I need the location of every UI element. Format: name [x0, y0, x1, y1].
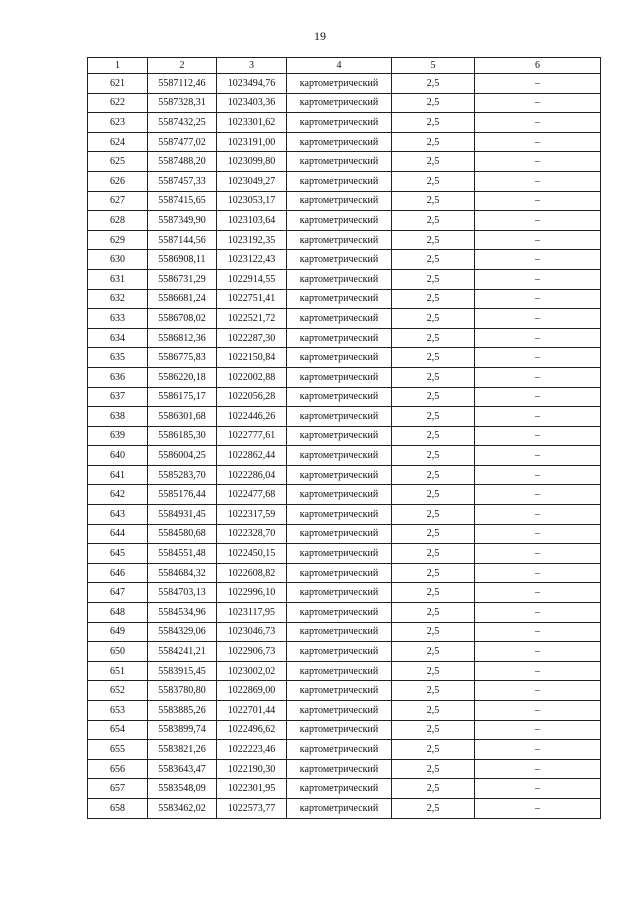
y-coordinate-cell: 1023049,27	[217, 171, 287, 191]
method-cell: картометрический	[287, 465, 392, 485]
table-row	[88, 269, 601, 289]
method-cell: картометрический	[287, 426, 392, 446]
method-cell: картометрический	[287, 759, 392, 779]
accuracy-cell: 2,5	[392, 661, 475, 681]
x-coordinate-cell: 5586775,83	[148, 348, 217, 368]
accuracy-cell: 2,5	[392, 583, 475, 603]
y-coordinate-cell: 1022996,10	[217, 583, 287, 603]
note-cell: –	[475, 211, 601, 231]
accuracy-cell: 2,5	[392, 407, 475, 427]
method-cell: картометрический	[287, 701, 392, 721]
method-cell: картометрический	[287, 191, 392, 211]
y-coordinate-cell: 1023192,35	[217, 230, 287, 250]
table-row	[88, 191, 601, 211]
table-row	[88, 309, 601, 329]
accuracy-cell: 2,5	[392, 622, 475, 642]
note-cell: –	[475, 798, 601, 818]
page-number: 19	[314, 29, 326, 43]
column-header: 6	[475, 58, 601, 74]
point-number-cell: 657	[88, 779, 148, 799]
x-coordinate-cell: 5587328,31	[148, 93, 217, 113]
accuracy-cell: 2,5	[392, 289, 475, 309]
method-cell: картометрический	[287, 211, 392, 231]
accuracy-cell: 2,5	[392, 740, 475, 760]
table-row	[88, 798, 601, 818]
point-number-cell: 637	[88, 387, 148, 407]
x-coordinate-cell: 5583643,47	[148, 759, 217, 779]
x-coordinate-cell: 5583821,26	[148, 740, 217, 760]
method-cell: картометрический	[287, 524, 392, 544]
y-coordinate-cell: 1022608,82	[217, 563, 287, 583]
table-row	[88, 387, 601, 407]
x-coordinate-cell: 5586708,02	[148, 309, 217, 329]
note-cell: –	[475, 74, 601, 94]
accuracy-cell: 2,5	[392, 642, 475, 662]
table-row	[88, 171, 601, 191]
y-coordinate-cell: 1022317,59	[217, 505, 287, 525]
x-coordinate-cell: 5586908,11	[148, 250, 217, 270]
accuracy-cell: 2,5	[392, 544, 475, 564]
y-coordinate-cell: 1022150,84	[217, 348, 287, 368]
point-number-cell: 636	[88, 367, 148, 387]
note-cell: –	[475, 426, 601, 446]
y-coordinate-cell: 1023117,95	[217, 603, 287, 623]
accuracy-cell: 2,5	[392, 348, 475, 368]
method-cell: картометрический	[287, 113, 392, 133]
table-row	[88, 328, 601, 348]
y-coordinate-cell: 1022328,70	[217, 524, 287, 544]
accuracy-cell: 2,5	[392, 269, 475, 289]
column-header: 2	[148, 58, 217, 74]
accuracy-cell: 2,5	[392, 798, 475, 818]
table-row	[88, 367, 601, 387]
table-row	[88, 348, 601, 368]
y-coordinate-cell: 1023494,76	[217, 74, 287, 94]
x-coordinate-cell: 5585176,44	[148, 485, 217, 505]
note-cell: –	[475, 407, 601, 427]
x-coordinate-cell: 5587112,46	[148, 74, 217, 94]
note-cell: –	[475, 603, 601, 623]
point-number-cell: 642	[88, 485, 148, 505]
table-row	[88, 426, 601, 446]
method-cell: картометрический	[287, 171, 392, 191]
note-cell: –	[475, 465, 601, 485]
x-coordinate-cell: 5587477,02	[148, 132, 217, 152]
x-coordinate-cell: 5584551,48	[148, 544, 217, 564]
method-cell: картометрический	[287, 622, 392, 642]
method-cell: картометрический	[287, 250, 392, 270]
accuracy-cell: 2,5	[392, 132, 475, 152]
point-number-cell: 643	[88, 505, 148, 525]
note-cell: –	[475, 740, 601, 760]
method-cell: картометрический	[287, 798, 392, 818]
y-coordinate-cell: 1022190,30	[217, 759, 287, 779]
x-coordinate-cell: 5587415,65	[148, 191, 217, 211]
method-cell: картометрический	[287, 367, 392, 387]
point-number-cell: 623	[88, 113, 148, 133]
x-coordinate-cell: 5586220,18	[148, 367, 217, 387]
y-coordinate-cell: 1023099,80	[217, 152, 287, 172]
method-cell: картометрический	[287, 269, 392, 289]
point-number-cell: 632	[88, 289, 148, 309]
note-cell: –	[475, 269, 601, 289]
y-coordinate-cell: 1022056,28	[217, 387, 287, 407]
point-number-cell: 622	[88, 93, 148, 113]
x-coordinate-cell: 5586812,36	[148, 328, 217, 348]
method-cell: картометрический	[287, 544, 392, 564]
table-row	[88, 465, 601, 485]
method-cell: картометрический	[287, 328, 392, 348]
x-coordinate-cell: 5583548,09	[148, 779, 217, 799]
accuracy-cell: 2,5	[392, 524, 475, 544]
point-number-cell: 634	[88, 328, 148, 348]
table-row	[88, 132, 601, 152]
method-cell: картометрический	[287, 779, 392, 799]
table-row	[88, 622, 601, 642]
y-coordinate-cell: 1022573,77	[217, 798, 287, 818]
accuracy-cell: 2,5	[392, 465, 475, 485]
note-cell: –	[475, 191, 601, 211]
table-row	[88, 446, 601, 466]
y-coordinate-cell: 1022777,61	[217, 426, 287, 446]
accuracy-cell: 2,5	[392, 505, 475, 525]
note-cell: –	[475, 152, 601, 172]
accuracy-cell: 2,5	[392, 74, 475, 94]
note-cell: –	[475, 230, 601, 250]
method-cell: картометрический	[287, 446, 392, 466]
x-coordinate-cell: 5587144,56	[148, 230, 217, 250]
point-number-cell: 653	[88, 701, 148, 721]
column-header: 1	[88, 58, 148, 74]
table-row	[88, 152, 601, 172]
method-cell: картометрический	[287, 407, 392, 427]
method-cell: картометрический	[287, 740, 392, 760]
accuracy-cell: 2,5	[392, 387, 475, 407]
method-cell: картометрический	[287, 583, 392, 603]
column-header: 4	[287, 58, 392, 74]
column-header: 5	[392, 58, 475, 74]
table-row	[88, 603, 601, 623]
accuracy-cell: 2,5	[392, 152, 475, 172]
point-number-cell: 638	[88, 407, 148, 427]
x-coordinate-cell: 5584703,13	[148, 583, 217, 603]
note-cell: –	[475, 544, 601, 564]
x-coordinate-cell: 5584931,45	[148, 505, 217, 525]
x-coordinate-cell: 5585283,70	[148, 465, 217, 485]
x-coordinate-cell: 5584329,06	[148, 622, 217, 642]
point-number-cell: 630	[88, 250, 148, 270]
note-cell: –	[475, 622, 601, 642]
method-cell: картометрический	[287, 387, 392, 407]
note-cell: –	[475, 367, 601, 387]
y-coordinate-cell: 1023103,64	[217, 211, 287, 231]
note-cell: –	[475, 171, 601, 191]
table-row	[88, 250, 601, 270]
accuracy-cell: 2,5	[392, 485, 475, 505]
coordinates-table	[87, 57, 601, 819]
x-coordinate-cell: 5587488,20	[148, 152, 217, 172]
accuracy-cell: 2,5	[392, 191, 475, 211]
table-row	[88, 113, 601, 133]
y-coordinate-cell: 1022751,41	[217, 289, 287, 309]
table-row	[88, 524, 601, 544]
table-row	[88, 485, 601, 505]
accuracy-cell: 2,5	[392, 701, 475, 721]
note-cell: –	[475, 505, 601, 525]
note-cell: –	[475, 701, 601, 721]
x-coordinate-cell: 5586185,30	[148, 426, 217, 446]
y-coordinate-cell: 1022862,44	[217, 446, 287, 466]
table-row	[88, 230, 601, 250]
y-coordinate-cell: 1023122,43	[217, 250, 287, 270]
note-cell: –	[475, 563, 601, 583]
x-coordinate-cell: 5586004,25	[148, 446, 217, 466]
note-cell: –	[475, 250, 601, 270]
method-cell: картометрический	[287, 348, 392, 368]
note-cell: –	[475, 289, 601, 309]
method-cell: картометрический	[287, 309, 392, 329]
point-number-cell: 633	[88, 309, 148, 329]
point-number-cell: 644	[88, 524, 148, 544]
note-cell: –	[475, 113, 601, 133]
note-cell: –	[475, 132, 601, 152]
note-cell: –	[475, 642, 601, 662]
note-cell: –	[475, 759, 601, 779]
table-row	[88, 779, 601, 799]
accuracy-cell: 2,5	[392, 93, 475, 113]
x-coordinate-cell: 5584684,32	[148, 563, 217, 583]
note-cell: –	[475, 681, 601, 701]
y-coordinate-cell: 1023046,73	[217, 622, 287, 642]
method-cell: картометрический	[287, 74, 392, 94]
point-number-cell: 658	[88, 798, 148, 818]
x-coordinate-cell: 5584580,68	[148, 524, 217, 544]
x-coordinate-cell: 5586731,29	[148, 269, 217, 289]
note-cell: –	[475, 661, 601, 681]
accuracy-cell: 2,5	[392, 250, 475, 270]
table-row	[88, 661, 601, 681]
method-cell: картометрический	[287, 661, 392, 681]
note-cell: –	[475, 93, 601, 113]
table-header-row	[88, 58, 601, 74]
point-number-cell: 652	[88, 681, 148, 701]
note-cell: –	[475, 446, 601, 466]
point-number-cell: 649	[88, 622, 148, 642]
point-number-cell: 627	[88, 191, 148, 211]
x-coordinate-cell: 5583915,45	[148, 661, 217, 681]
note-cell: –	[475, 779, 601, 799]
table-row	[88, 583, 601, 603]
x-coordinate-cell: 5584241,21	[148, 642, 217, 662]
accuracy-cell: 2,5	[392, 603, 475, 623]
table-row	[88, 759, 601, 779]
y-coordinate-cell: 1022869,00	[217, 681, 287, 701]
x-coordinate-cell: 5586681,24	[148, 289, 217, 309]
x-coordinate-cell: 5587457,33	[148, 171, 217, 191]
accuracy-cell: 2,5	[392, 563, 475, 583]
method-cell: картометрический	[287, 505, 392, 525]
table-row	[88, 720, 601, 740]
x-coordinate-cell: 5583885,26	[148, 701, 217, 721]
x-coordinate-cell: 5586301,68	[148, 407, 217, 427]
point-number-cell: 626	[88, 171, 148, 191]
method-cell: картометрический	[287, 289, 392, 309]
accuracy-cell: 2,5	[392, 446, 475, 466]
point-number-cell: 654	[88, 720, 148, 740]
point-number-cell: 645	[88, 544, 148, 564]
x-coordinate-cell: 5583780,80	[148, 681, 217, 701]
table-row	[88, 505, 601, 525]
y-coordinate-cell: 1023191,00	[217, 132, 287, 152]
point-number-cell: 656	[88, 759, 148, 779]
accuracy-cell: 2,5	[392, 779, 475, 799]
point-number-cell: 629	[88, 230, 148, 250]
x-coordinate-cell: 5587349,90	[148, 211, 217, 231]
table-row	[88, 563, 601, 583]
note-cell: –	[475, 387, 601, 407]
table-row	[88, 211, 601, 231]
y-coordinate-cell: 1022287,30	[217, 328, 287, 348]
point-number-cell: 655	[88, 740, 148, 760]
y-coordinate-cell: 1022906,73	[217, 642, 287, 662]
method-cell: картометрический	[287, 642, 392, 662]
y-coordinate-cell: 1022701,44	[217, 701, 287, 721]
y-coordinate-cell: 1023403,36	[217, 93, 287, 113]
x-coordinate-cell: 5586175,17	[148, 387, 217, 407]
accuracy-cell: 2,5	[392, 113, 475, 133]
point-number-cell: 625	[88, 152, 148, 172]
table-row	[88, 407, 601, 427]
table-body	[88, 74, 601, 819]
accuracy-cell: 2,5	[392, 328, 475, 348]
method-cell: картометрический	[287, 485, 392, 505]
y-coordinate-cell: 1022301,95	[217, 779, 287, 799]
table-row	[88, 544, 601, 564]
y-coordinate-cell: 1022477,68	[217, 485, 287, 505]
y-coordinate-cell: 1022521,72	[217, 309, 287, 329]
method-cell: картометрический	[287, 563, 392, 583]
x-coordinate-cell: 5587432,25	[148, 113, 217, 133]
accuracy-cell: 2,5	[392, 681, 475, 701]
note-cell: –	[475, 583, 601, 603]
table-row	[88, 289, 601, 309]
point-number-cell: 640	[88, 446, 148, 466]
point-number-cell: 628	[88, 211, 148, 231]
point-number-cell: 651	[88, 661, 148, 681]
method-cell: картометрический	[287, 152, 392, 172]
table-row	[88, 93, 601, 113]
y-coordinate-cell: 1022446,26	[217, 407, 287, 427]
point-number-cell: 647	[88, 583, 148, 603]
note-cell: –	[475, 348, 601, 368]
x-coordinate-cell: 5584534,96	[148, 603, 217, 623]
method-cell: картометрический	[287, 603, 392, 623]
x-coordinate-cell: 5583462,02	[148, 798, 217, 818]
point-number-cell: 621	[88, 74, 148, 94]
method-cell: картометрический	[287, 230, 392, 250]
method-cell: картометрический	[287, 93, 392, 113]
note-cell: –	[475, 524, 601, 544]
point-number-cell: 635	[88, 348, 148, 368]
table-row	[88, 701, 601, 721]
accuracy-cell: 2,5	[392, 230, 475, 250]
accuracy-cell: 2,5	[392, 720, 475, 740]
note-cell: –	[475, 309, 601, 329]
note-cell: –	[475, 720, 601, 740]
point-number-cell: 641	[88, 465, 148, 485]
method-cell: картометрический	[287, 681, 392, 701]
y-coordinate-cell: 1022496,62	[217, 720, 287, 740]
point-number-cell: 650	[88, 642, 148, 662]
accuracy-cell: 2,5	[392, 759, 475, 779]
note-cell: –	[475, 328, 601, 348]
point-number-cell: 646	[88, 563, 148, 583]
point-number-cell: 639	[88, 426, 148, 446]
y-coordinate-cell: 1023301,62	[217, 113, 287, 133]
y-coordinate-cell: 1022002,88	[217, 367, 287, 387]
y-coordinate-cell: 1022914,55	[217, 269, 287, 289]
table-row	[88, 642, 601, 662]
x-coordinate-cell: 5583899,74	[148, 720, 217, 740]
accuracy-cell: 2,5	[392, 367, 475, 387]
column-header: 3	[217, 58, 287, 74]
accuracy-cell: 2,5	[392, 211, 475, 231]
table-row	[88, 74, 601, 94]
y-coordinate-cell: 1023053,17	[217, 191, 287, 211]
point-number-cell: 648	[88, 603, 148, 623]
point-number-cell: 624	[88, 132, 148, 152]
y-coordinate-cell: 1022223,46	[217, 740, 287, 760]
y-coordinate-cell: 1022450,15	[217, 544, 287, 564]
accuracy-cell: 2,5	[392, 309, 475, 329]
y-coordinate-cell: 1022286,04	[217, 465, 287, 485]
point-number-cell: 631	[88, 269, 148, 289]
y-coordinate-cell: 1023002,02	[217, 661, 287, 681]
table-row	[88, 681, 601, 701]
accuracy-cell: 2,5	[392, 426, 475, 446]
method-cell: картометрический	[287, 720, 392, 740]
accuracy-cell: 2,5	[392, 171, 475, 191]
note-cell: –	[475, 485, 601, 505]
method-cell: картометрический	[287, 132, 392, 152]
table-row	[88, 740, 601, 760]
